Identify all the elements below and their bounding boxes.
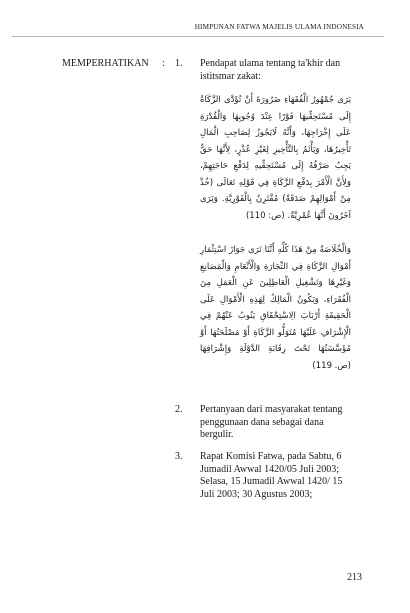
text-line: Pendapat ulama tentang ta'khir dan bbox=[200, 58, 341, 69]
page-number: 213 bbox=[347, 572, 362, 583]
text-line: Jumadil Awwal 1420/05 Juli 2003; bbox=[200, 463, 340, 475]
item-number: 2. bbox=[175, 404, 183, 415]
arabic-quote bbox=[200, 242, 351, 374]
text-line: bergulir. bbox=[200, 429, 234, 441]
text-line: Selasa, 15 Jumadil Awwal 1420/ 15 bbox=[200, 476, 343, 488]
item-number: 1. bbox=[175, 58, 183, 69]
item-text bbox=[200, 404, 342, 442]
running-header: HIMPUNAN FATWA MAJELIS ULAMA INDONESIA bbox=[194, 23, 364, 31]
page-reference: (ص. 119) bbox=[312, 360, 351, 371]
arabic-quote bbox=[200, 92, 351, 224]
arabic-text: يَرَى جُمْهُورُ الْفُقَهَاءِ ضَرُورَةَ أَنْ تُؤَدَّى الزَّكَاةُ إِلَى مُسْتَحِقِّيهَا فَوْرًا عِنْدَ وُجُوبِهَا وَالْقُدْرَةِ عَلَى إِخْرَاجِهَا، وَأَنَّهُ لَايَجُوزُ لِصَاحِبِ الْمَالِ تَأْخِيرُهَا، وَيَأْثَمُ بِالتَّأْخِيرِ لِغَيْرِ عُذْرٍ، لِأَنَّهَا حَقٌّ يَجِبُ صَرْفُهُ إِلَى مُسْتَحِقِّيهِ لِدَفْعِ حَاجَتِهِمْ، وَلِأَنَّ الْأَمْرَ بِدَفْعِ الزَّكَاةِ فِي قَوْلِهِ تَعَالَى (خُذْ مِنْ أَمْوَالِهِمْ صَدَقَةً) مُقْتَرِنٌ بِالْفَوْرِيَّةِ. وَيَرَى آخَرُونَ أَنَّهَا عُمْرِيَّةٌ. bbox=[200, 95, 351, 221]
item-text bbox=[200, 451, 342, 501]
header-rule bbox=[12, 36, 384, 37]
item-text bbox=[200, 58, 340, 83]
section-label: MEMPERHATIKAN bbox=[62, 58, 149, 69]
text-line: Pertanyaan dari masyarakat tentang bbox=[200, 404, 343, 415]
text-line: Rapat Komisi Fatwa, pada Sabtu, 6 bbox=[200, 451, 342, 462]
text-line: istitsmar zakat: bbox=[200, 70, 261, 82]
page-reference: (ص: 110) bbox=[245, 210, 285, 221]
text-line: penggunaan dana sebagai dana bbox=[200, 416, 324, 428]
section-colon: : bbox=[162, 58, 165, 69]
arabic-text: وَالْخُلَاصَةُ مِنْ هَذَا كُلِّهِ أَنَّنَا نَرَى جَوَازَ اسْتِثْمَارِ أَمْوَالِ الزَّكَاةِ فِي التِّجَارَةِ وَالْأَنْعَامِ وَالْمَصَانِعِ وَغَيْرِهَا وَتَشْغِيلِ الْعَاطِلِينَ عَنِ الْعَمَلِ مِنَ الْفُقَرَاءِ، وَيَكُونُ الْمَالِكُ لِهَذِهِ الْأَمْوَالِ عَلَى الْحَقِيقَةِ أَرْبَابَ الِاسْتِحْقَاقِ يَنُوبُ عَنْهُمْ فِي الْإِشْرَافِ عَلَيْهَا مُتَوَلُّو الزَّكَاةِ أَوْ مَصْلَحَتُهَا أَوْ مُؤَسَّسَتُهَا تَحْتَ رِقَابَةِ الدَّوْلَةِ وَإِشْرَافِهَا bbox=[200, 245, 351, 354]
text-line: Juli 2003; 30 Agustus 2003; bbox=[200, 488, 313, 500]
item-number: 3. bbox=[175, 451, 183, 462]
